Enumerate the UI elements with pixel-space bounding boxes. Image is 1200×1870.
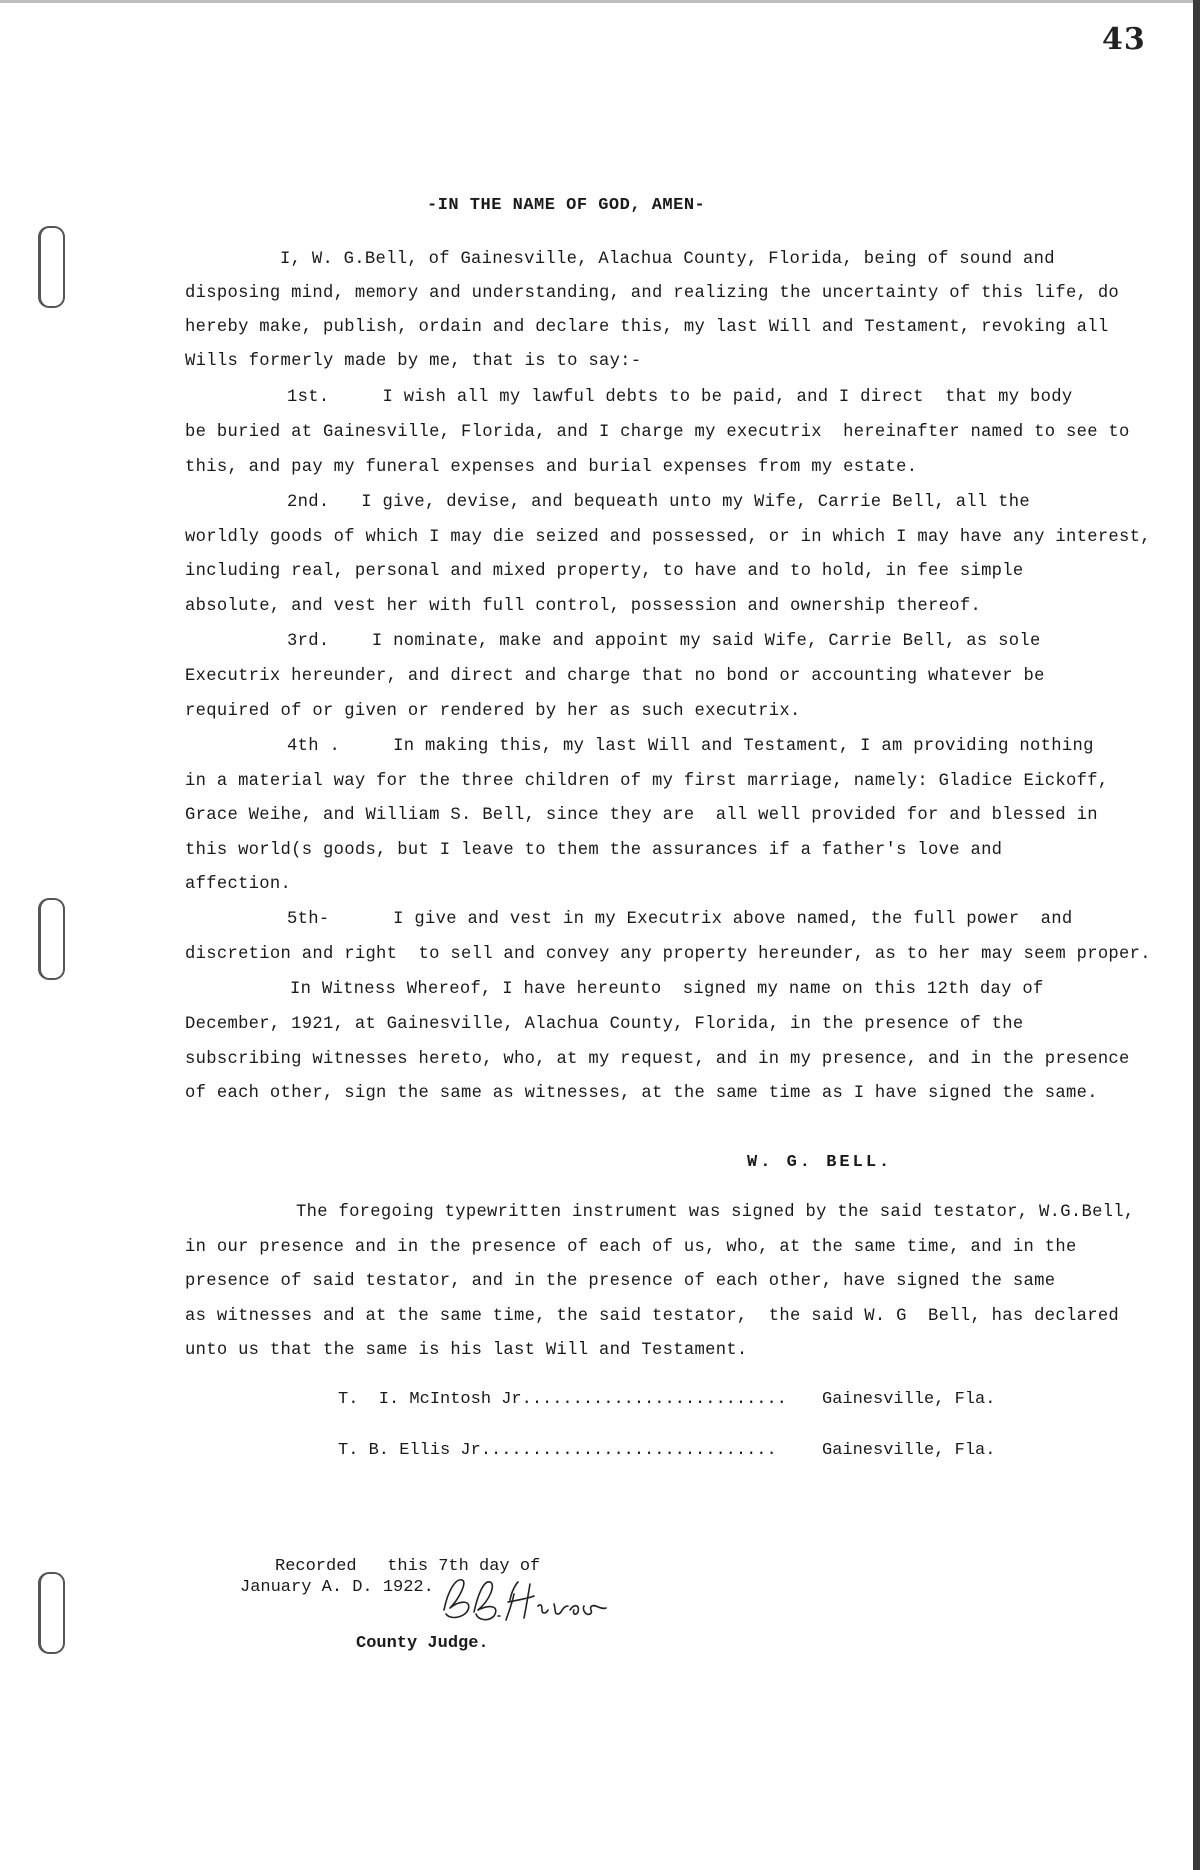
body-line: in a material way for the three children of my first marriage, namely: Gladice Eickoff, xyxy=(185,772,1109,791)
body-line: affection. xyxy=(185,875,292,894)
document-heading: -IN THE NAME OF GOD, AMEN- xyxy=(427,196,706,215)
witness-city: Gainesville, Fla. xyxy=(822,1441,996,1460)
body-line: In Witness Whereof, I have hereunto signed my name on this 12th day of xyxy=(290,980,1044,999)
body-line: this world(s goods, but I leave to them the assurances if a father's love and xyxy=(185,841,1003,860)
testator-signature: W. G. BELL. xyxy=(747,1153,893,1172)
body-line: discretion and right to sell and convey any property hereunder, as to her may seem proper. xyxy=(185,945,1151,964)
recorded-date-line: January A. D. 1922. xyxy=(240,1578,434,1597)
body-line: 1st. I wish all my lawful debts to be paid, and I direct that my body xyxy=(287,388,1073,407)
binder-hole-middle xyxy=(38,898,65,980)
body-line: I, W. G.Bell, of Gainesville, Alachua County, Florida, being of sound and xyxy=(280,250,1055,269)
body-line: hereby make, publish, ordain and declare this, my last Will and Testament, revoking all xyxy=(185,318,1109,337)
recorded-line: Recorded this 7th day of xyxy=(275,1557,541,1576)
body-line: worldly goods of which I may die seized and possessed, or in which I may have any interest, xyxy=(185,528,1151,547)
body-line: be buried at Gainesville, Florida, and I charge my executrix hereinafter named to see to xyxy=(185,423,1130,442)
attestation-line: in our presence and in the presence of each of us, who, at the same time, and in the xyxy=(185,1238,1077,1257)
binder-hole-bottom xyxy=(38,1572,65,1654)
body-line: 3rd. I nominate, make and appoint my said Wife, Carrie Bell, as sole xyxy=(287,632,1041,651)
body-line: 5th- I give and vest in my Executrix above named, the full power and xyxy=(287,910,1073,929)
body-line: December, 1921, at Gainesville, Alachua County, Florida, in the presence of the xyxy=(185,1015,1024,1034)
body-line: Wills formerly made by me, that is to say:- xyxy=(185,352,642,371)
judge-title: County Judge. xyxy=(356,1634,489,1653)
attestation-line: The foregoing typewritten instrument was signed by the said testator, W.G.Bell, xyxy=(296,1203,1135,1222)
witness-city: Gainesville, Fla. xyxy=(822,1390,996,1409)
binder-hole-top xyxy=(38,226,65,308)
body-line: 2nd. I give, devise, and bequeath unto my Wife, Carrie Bell, all the xyxy=(287,493,1030,512)
attestation-line: presence of said testator, and in the presence of each other, have signed the same xyxy=(185,1272,1056,1291)
page-top-edge xyxy=(0,0,1200,3)
body-line: disposing mind, memory and understanding, and realizing the uncertainty of this life, do xyxy=(185,284,1120,303)
body-line: required of or given or rendered by her as such executrix. xyxy=(185,702,801,721)
body-line: including real, personal and mixed property, to have and to hold, in fee simple xyxy=(185,562,1024,581)
judge-handwritten-signature xyxy=(438,1570,618,1635)
witness-name: T. I. McIntosh Jr.......................... xyxy=(338,1390,787,1409)
page-number: 43 xyxy=(1102,22,1146,57)
page-right-edge xyxy=(1193,0,1200,1870)
body-line: subscribing witnesses hereto, who, at my request, and in my presence, and in the presence xyxy=(185,1050,1130,1069)
body-line: absolute, and vest her with full control, possession and ownership thereof. xyxy=(185,597,982,616)
body-line: 4th . In making this, my last Will and Testament, I am providing nothing xyxy=(287,737,1094,756)
body-line: Executrix hereunder, and direct and charge that no bond or accounting whatever be xyxy=(185,667,1045,686)
attestation-line: unto us that the same is his last Will and Testament. xyxy=(185,1341,748,1360)
body-line: this, and pay my funeral expenses and burial expenses from my estate. xyxy=(185,458,918,477)
witness-name: T. B. Ellis Jr............................. xyxy=(338,1441,777,1460)
body-line: Grace Weihe, and William S. Bell, since they are all well provided for and blessed in xyxy=(185,806,1098,825)
attestation-line: as witnesses and at the same time, the said testator, the said W. G Bell, has declared xyxy=(185,1307,1120,1326)
body-line: of each other, sign the same as witnesses, at the same time as I have signed the same. xyxy=(185,1084,1098,1103)
